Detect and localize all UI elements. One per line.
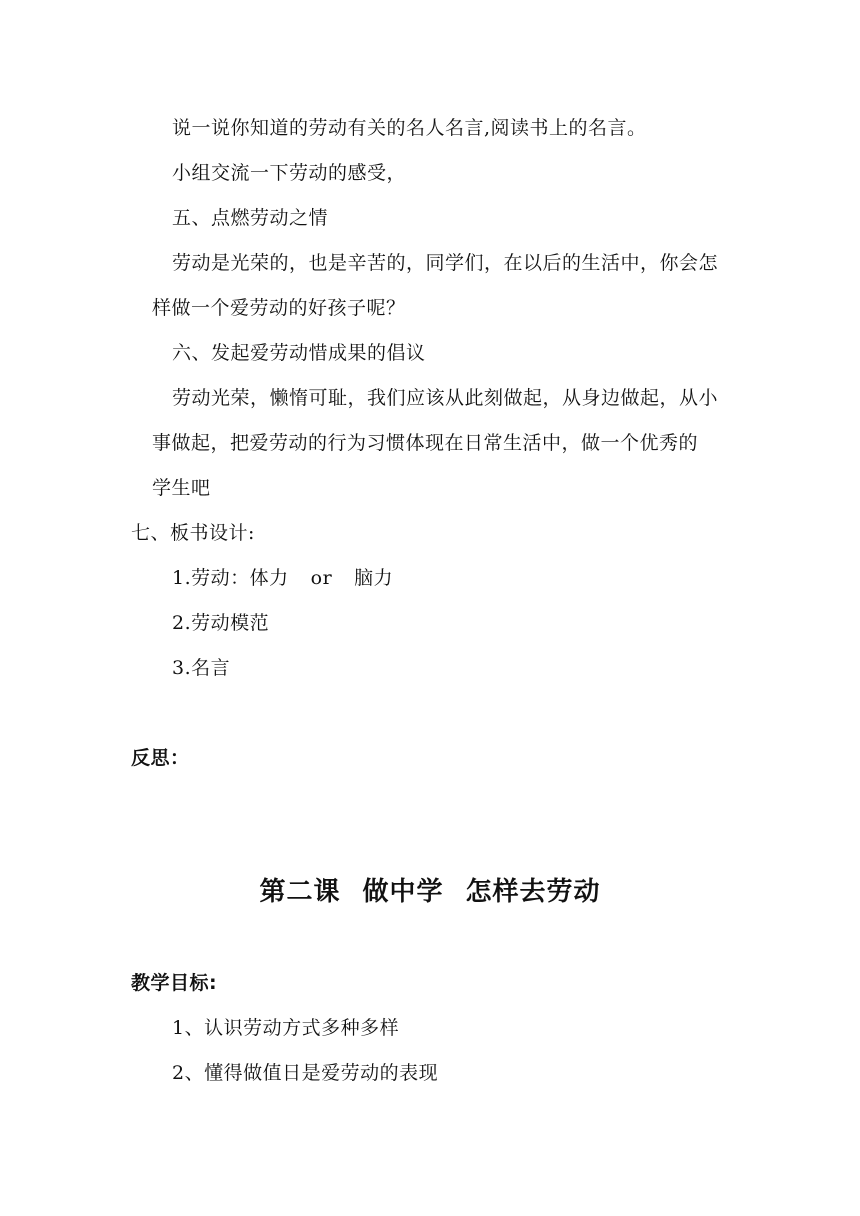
board-item-2: 2.劳动模范	[172, 612, 270, 634]
paragraph-famous-quotes: 说一说你知道的劳动有关的名人名言,阅读书上的名言。	[172, 117, 647, 139]
reflection-heading: 反思：	[131, 747, 190, 769]
paragraph-initiative-line2: 事做起，把爱劳动的行为习惯体现在日常生活中，做一个优秀的	[152, 432, 699, 454]
lesson-title-theme: 做中学	[362, 877, 444, 907]
paragraph-group-exchange: 小组交流一下劳动的感受，	[172, 162, 407, 184]
section-heading-5: 五、点燃劳动之情	[172, 207, 329, 229]
paragraph-initiative-line3: 学生吧	[152, 477, 211, 499]
board-item-1-or: or	[310, 567, 333, 589]
lesson-title	[0, 876, 860, 908]
board-item-1-mental: 脑力	[354, 567, 394, 589]
section-heading-6: 六、发起爱劳动惜成果的倡议	[172, 342, 426, 364]
objectives-heading: 教学目标:	[131, 972, 218, 994]
paragraph-initiative-line1: 劳动光荣，懒惰可耻，我们应该从此刻做起，从身边做起，从小	[172, 387, 719, 409]
paragraph-labor-glory-line2: 样做一个爱劳动的好孩子呢？	[152, 297, 406, 319]
lesson-title-number: 第二课	[259, 877, 341, 907]
board-item-1-physical: 1.劳动：体力	[172, 567, 289, 589]
board-item-3: 3.名言	[172, 657, 231, 679]
paragraph-labor-glory-line1: 劳动是光荣的，也是辛苦的，同学们，在以后的生活中，你会怎	[172, 252, 719, 274]
objective-2: 2、懂得做值日是爱劳动的表现	[172, 1062, 439, 1084]
board-item-1	[172, 566, 393, 590]
lesson-title-topic: 怎样去劳动	[465, 877, 601, 907]
objective-1: 1、认识劳动方式多种多样	[172, 1017, 400, 1039]
section-heading-7: 七、板书设计:	[131, 522, 255, 544]
